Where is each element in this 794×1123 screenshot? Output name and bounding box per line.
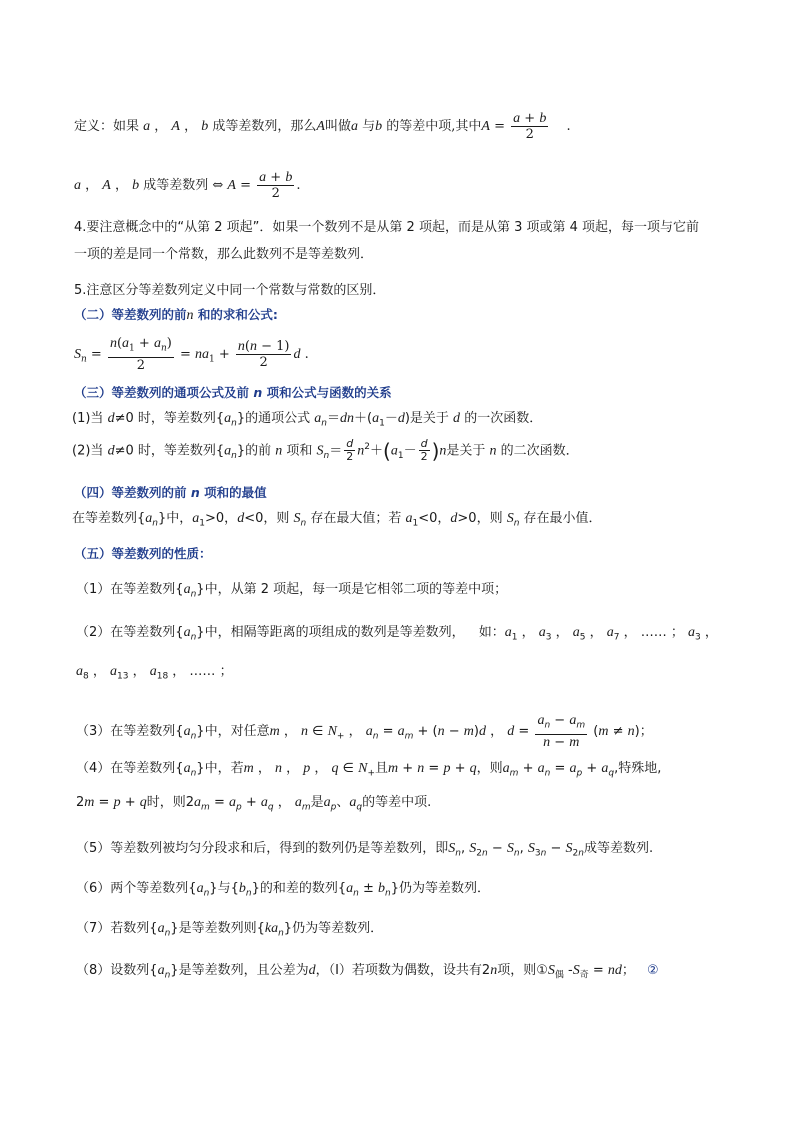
sum-formula: $S_n$ = $\frac{n(a_1 + a_n)}{2}$ = $na_1$ + $\frac{n(n - 1)}{2}$ d . (74, 336, 309, 373)
heading-sum-formula: （二）等差数列的前n 和的求和公式: (74, 307, 278, 323)
heading-properties: （五）等差数列的性质： (74, 546, 212, 561)
property-8: （8）设数列$\{a_n\}$是等差数列，且公差为d，（Ⅰ）若项数为偶数，设共有2n项，则$①S_偶$ $-S_奇$ = nd； ② (76, 963, 659, 981)
property-2-continued: $a_8$ ， $a_{13}$ ， $a_{18}$ ， …… ； (76, 664, 233, 682)
note-4-line-2: 一项的差是同一个常数，那么此数列不是等差数列． (74, 247, 374, 262)
note-4-line-1: 4.要注意概念中的“从第 2 项起”．如果一个数列不是从第 2 项起，而是从第 3 项或第 4 项起，每一项与它前 (74, 220, 700, 235)
property-4: （4）在等差数列$\{a_n\}$中，若m ， n ， p ， q ∈ $N_+$且m + n = p + q，则$a_m + a_n = a_p + a_q$,特殊地, (76, 761, 662, 779)
equivalence-line: a ， A ， b 成等差数列 ⇔ A = $\frac{a + b}{2}$ . (74, 170, 301, 201)
heading-extremum: （四）等差数列的前 n 项和的最值 (74, 485, 267, 500)
relation-line-2: (2)当 d≠0 时，等差数列$\{a_n\}$的前 n 项和 $S_n=$ $\frac{d}{2}$ $n^2+(a_1-$ $\frac{d}{2}$ )n是关于 n 的二次函数． (72, 437, 579, 464)
relation-line-1: (1)当 d≠0 时，等差数列$\{a_n\}$的通项公式 $a_n=dn+(a_1-d)$是关于 d 的一次函数． (72, 411, 543, 429)
heading-function-relation: （三）等差数列的通项公式及前 n 项和公式与函数的关系 (74, 385, 392, 400)
property-7: （7）若数列$\{a_n\}$是等差数列则$\{ka_n\}$仍为等差数列． (76, 921, 384, 939)
property-3: （3）在等差数列$\{a_n\}$中，对任意m ， n ∈ $N_+$ ， $a_n = a_m + (n - m)d$ ， d = $\frac{a_n - a_m}{n - m}$ (m ≠ n)； (76, 713, 653, 750)
fraction-a-plus-b-over-2: $\frac{a + b}{2}$ (513, 111, 547, 142)
property-1: （1）在等差数列$\{a_n\}$中，从第 2 项起，每一项是它相邻二项的等差中项； (76, 582, 508, 600)
property-6: （6）两个等差数列$\{a_n\}$与$\{b_n\}$的和差的数列$\{a_n \pm b_n\}$仍为等差数列． (76, 881, 491, 899)
property-5: （5）等差数列被均匀分段求和后，得到的数列仍是等差数列，即$S_n$, $S_{2n} - S_n$, $S_{3n} - S_{2n}$成等差数列. (76, 841, 654, 859)
extremum-line: 在等差数列$\{a_n\}$中，$a_1>0$，d<0，则 $S_n$ 存在最大值；若 $a_1<0$，d>0，则 $S_n$ 存在最小值． (72, 511, 602, 529)
definition-line: 定义：如果 a ， A ， b 成等差数列，那么A叫做a 与b 的等差中项,其中A = $\frac{a + b}{2}$ . (74, 111, 571, 142)
property-2: （2）在等差数列$\{a_n\}$中，相隔等距离的项组成的数列是等差数列， 如：$a_1$ ， $a_3$ ， $a_5$ ， $a_7$ ， …… ； $a_3$ ， (76, 625, 718, 643)
property-4-continued: 2m = p + q时，则$2a_m = a_p + a_q$ ， $a_m$是$a_p$、$a_q$的等差中项. (76, 795, 432, 813)
note-5: 5.注意区分等差数列定义中同一个常数与常数的区别． (74, 283, 386, 298)
fraction-a-plus-b-over-2: $\frac{a + b}{2}$ (259, 170, 293, 201)
